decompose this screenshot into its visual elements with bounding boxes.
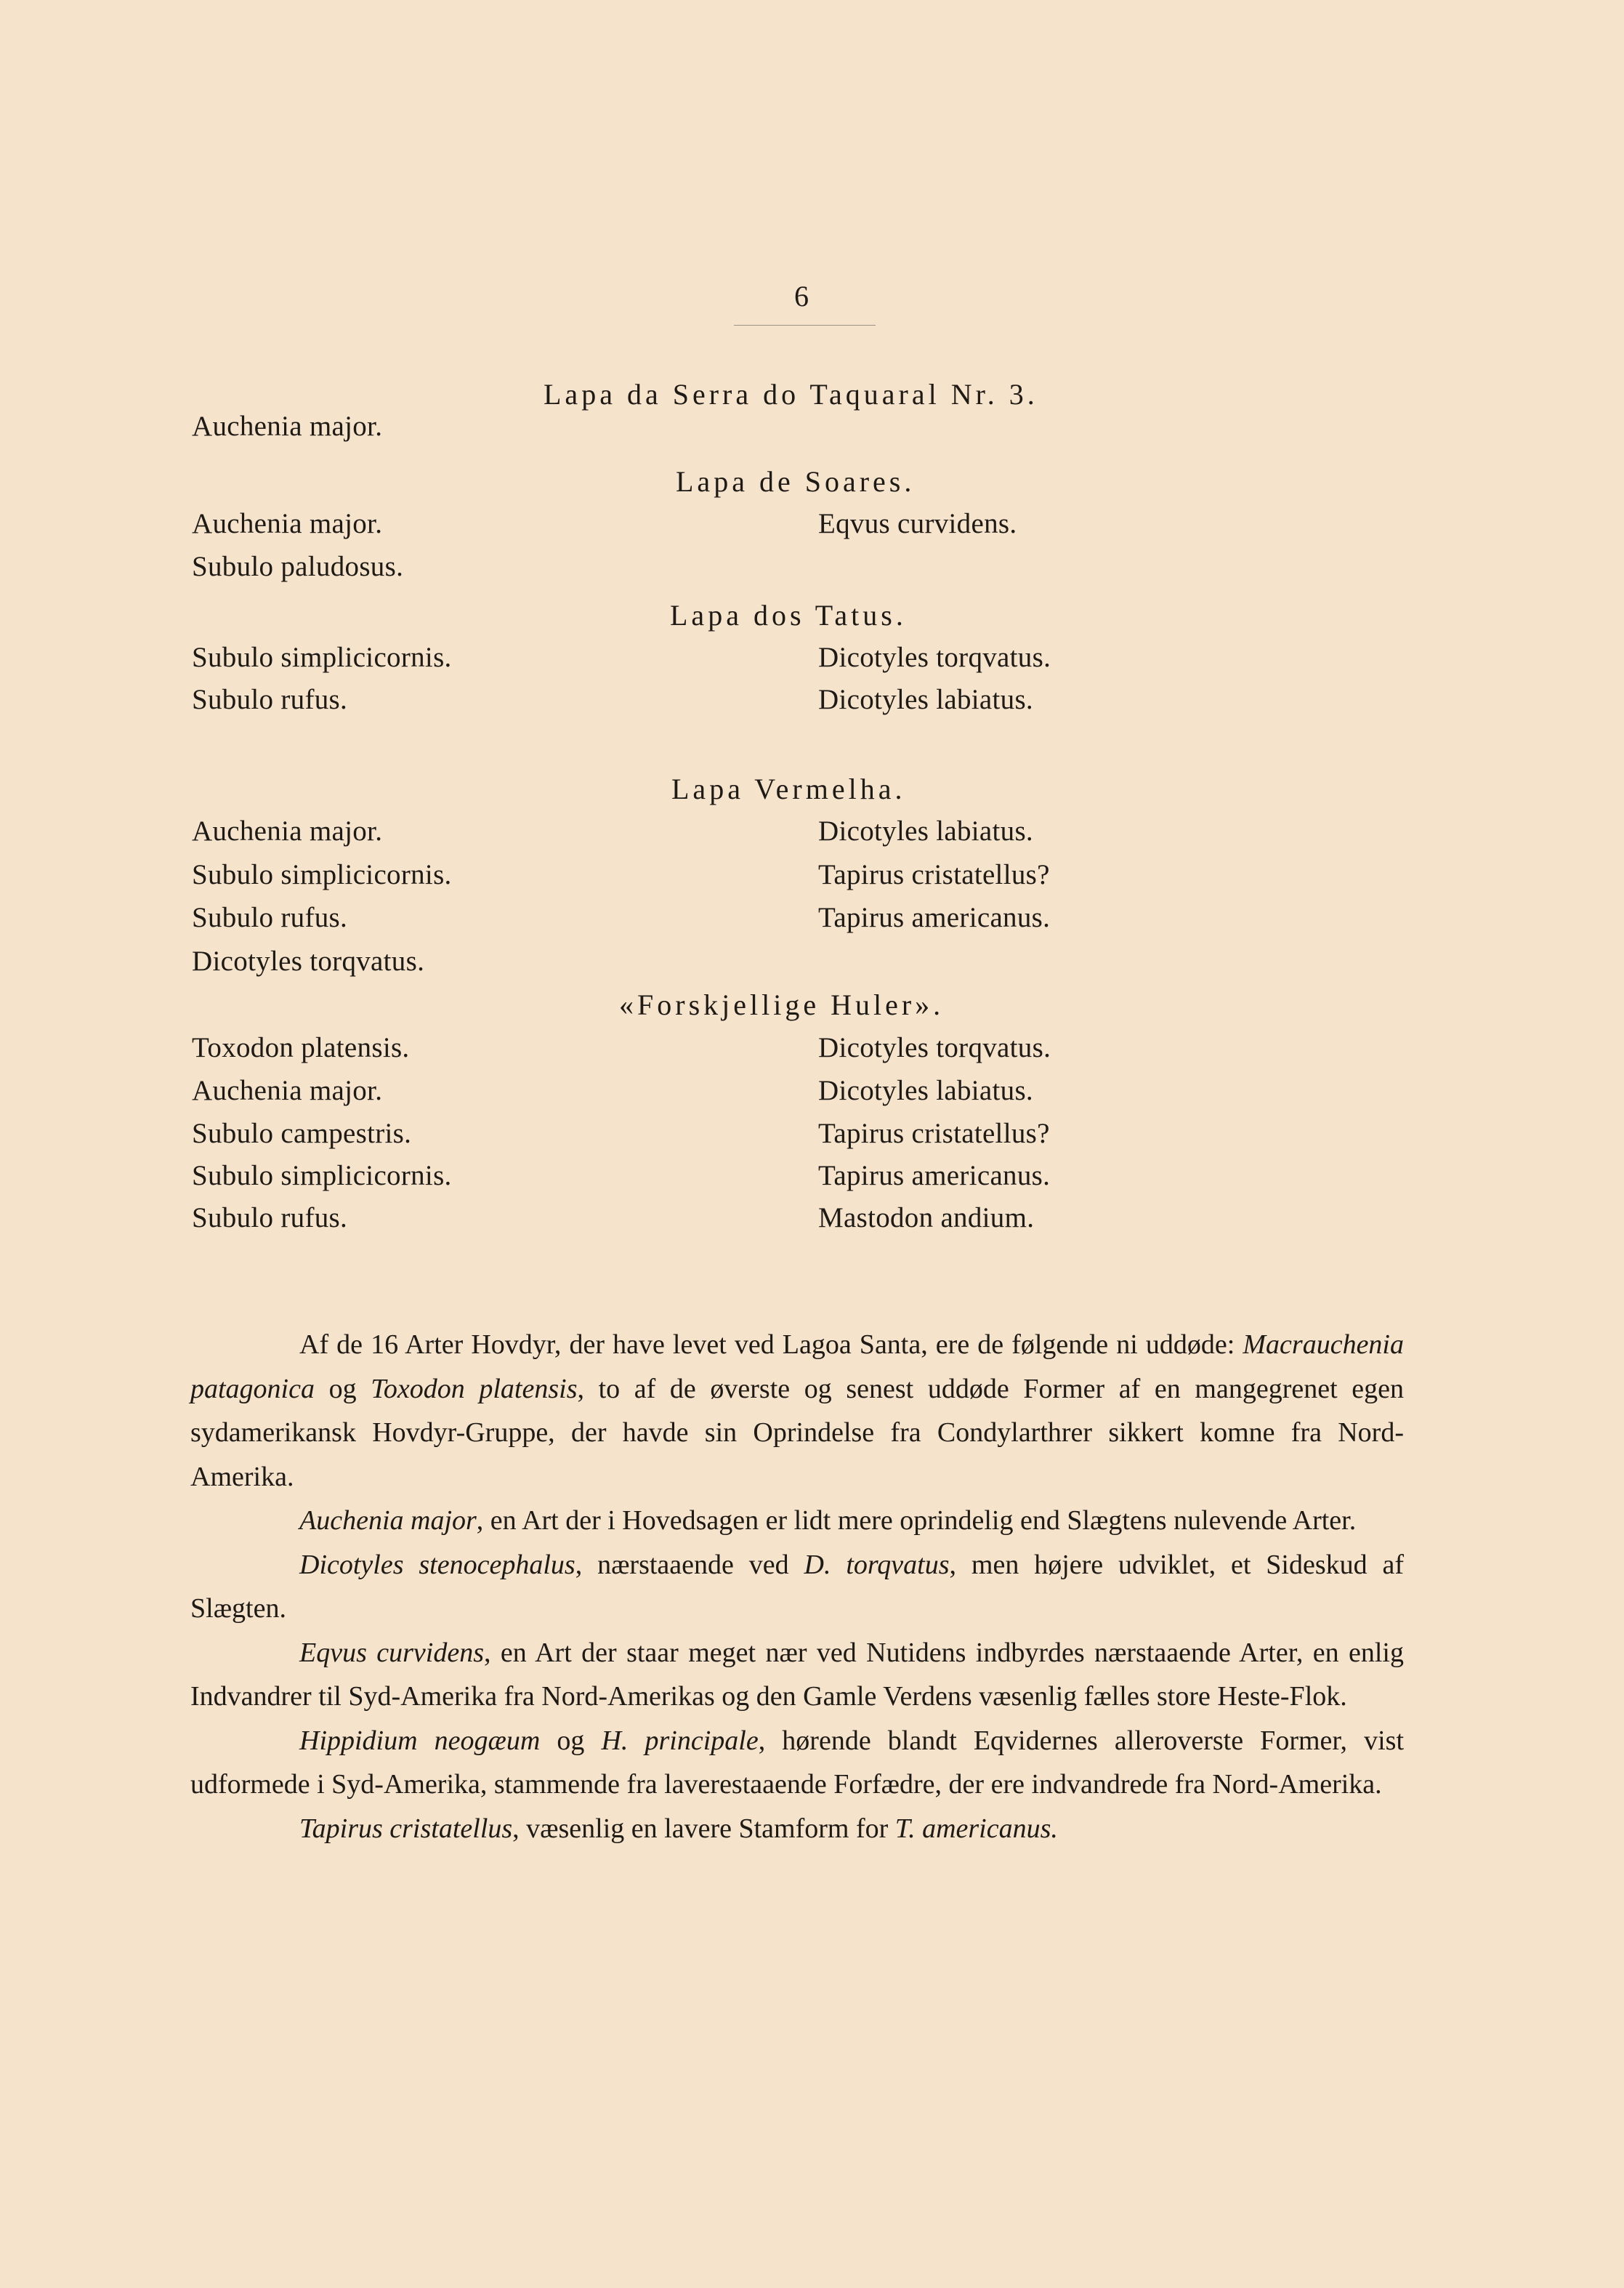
species-name: Dicotyles stenocephalus [299, 1549, 575, 1580]
page-number: 6 [794, 280, 809, 313]
paragraph-text: , to af de øverste og senest uddøde Former af en mangegrenet egen sydamerikansk Hovdyr-Gruppe, der havde sin Oprindelse fra Condylarthrer sikkert komne fra Nord-Amerika. [190, 1373, 1405, 1492]
species-right: Tapirus americanus. [818, 1160, 1051, 1191]
species-left: Auchenia major. [192, 508, 383, 539]
species-left: Subulo simplicicornis. [192, 859, 452, 890]
paragraph-text: , en Art der i Hovedsagen er lidt mere oprindelig end Slægtens nulevende Arter. [476, 1505, 1357, 1536]
species-left: Auchenia major. [192, 411, 383, 442]
species-right: Tapirus americanus. [818, 902, 1051, 933]
site-title-taquaral: Lapa da Serra do Taquaral Nr. 3. [544, 378, 1038, 411]
species-left: Subulo simplicicornis. [192, 642, 452, 673]
species-name: D. torqvatus [804, 1549, 950, 1580]
species-right: Dicotyles torqvatus. [818, 642, 1051, 673]
species-name: Auchenia major [299, 1505, 477, 1536]
species-left: Auchenia major. [192, 815, 383, 847]
species-right: Dicotyles labiatus. [818, 1075, 1033, 1106]
paragraph [190, 1631, 1404, 1719]
species-name: Toxodon platensis [371, 1373, 578, 1404]
paragraph-text: , men højere udviklet, et Sideskud af Slægten. [190, 1549, 1405, 1624]
species-left: Toxodon platensis. [192, 1032, 410, 1063]
species-name: T. americanus. [894, 1813, 1058, 1844]
species-left: Subulo campestris. [192, 1118, 412, 1149]
species-name: Hippidium neogæum [299, 1725, 541, 1756]
species-right: Mastodon andium. [818, 1202, 1035, 1233]
paragraph-text: og [328, 1373, 357, 1404]
species-left: Subulo rufus. [192, 684, 348, 715]
paragraph-text: Af de 16 Arter Hovdyr, der have levet ved Lagoa Santa, ere de følgende ni uddøde: [299, 1329, 1235, 1360]
species-left: Subulo rufus. [192, 902, 348, 933]
species-left: Dicotyles torqvatus. [192, 946, 425, 977]
species-left: Subulo simplicicornis. [192, 1160, 452, 1191]
species-right: Tapirus cristatellus? [818, 1118, 1050, 1149]
species-right: Dicotyles labiatus. [818, 815, 1033, 847]
paragraph-text: , hørende blandt Eqvidernes alleroverste Former, vist udformede i Syd-Amerika, stammende fra laverestaaende Forfædre, der ere indvandrede fra Nord-Amerika. [190, 1725, 1405, 1800]
species-right: Eqvus curvidens. [818, 508, 1017, 539]
paragraph [190, 1719, 1404, 1807]
paragraph-text: , væsenlig en lavere Stamform for [512, 1813, 889, 1844]
site-title-vermelha: Lapa Vermelha. [671, 773, 906, 805]
species-left: Subulo rufus. [192, 1202, 348, 1233]
species-right: Dicotyles torqvatus. [818, 1032, 1051, 1063]
species-left: Subulo paludosus. [192, 551, 404, 582]
species-name: Tapirus cristatellus [299, 1813, 513, 1844]
body-text [190, 1323, 1404, 1850]
paragraph [190, 1543, 1404, 1631]
paragraph [190, 1323, 1404, 1499]
paragraph [190, 1807, 1404, 1851]
species-right: Tapirus cristatellus? [818, 859, 1050, 890]
paragraph-text: , en Art der staar meget nær ved Nutidens indbyrdes nærstaaende Arter, en enlig Indvandrer til Syd-Amerika fra Nord-Amerikas og den Gamle Verdens væsenlig fælles store Heste-Flok. [190, 1637, 1404, 1712]
paragraph [190, 1499, 1404, 1543]
paragraph-text: og [557, 1725, 585, 1756]
species-name: H. principale [601, 1725, 759, 1756]
species-right: Dicotyles labiatus. [818, 684, 1033, 715]
species-left: Auchenia major. [192, 1075, 383, 1106]
paragraph-text: , nærstaaende ved [575, 1549, 789, 1580]
site-title-tatus: Lapa dos Tatus. [670, 599, 907, 632]
site-title-soares: Lapa de Soares. [676, 465, 916, 498]
species-name: Macrauchenia patagonica [190, 1329, 1404, 1404]
species-name: Eqvus curvidens [299, 1637, 485, 1668]
page-number-rule [734, 325, 876, 326]
site-title-forskjellige: «Forskjellige Huler». [619, 988, 945, 1021]
